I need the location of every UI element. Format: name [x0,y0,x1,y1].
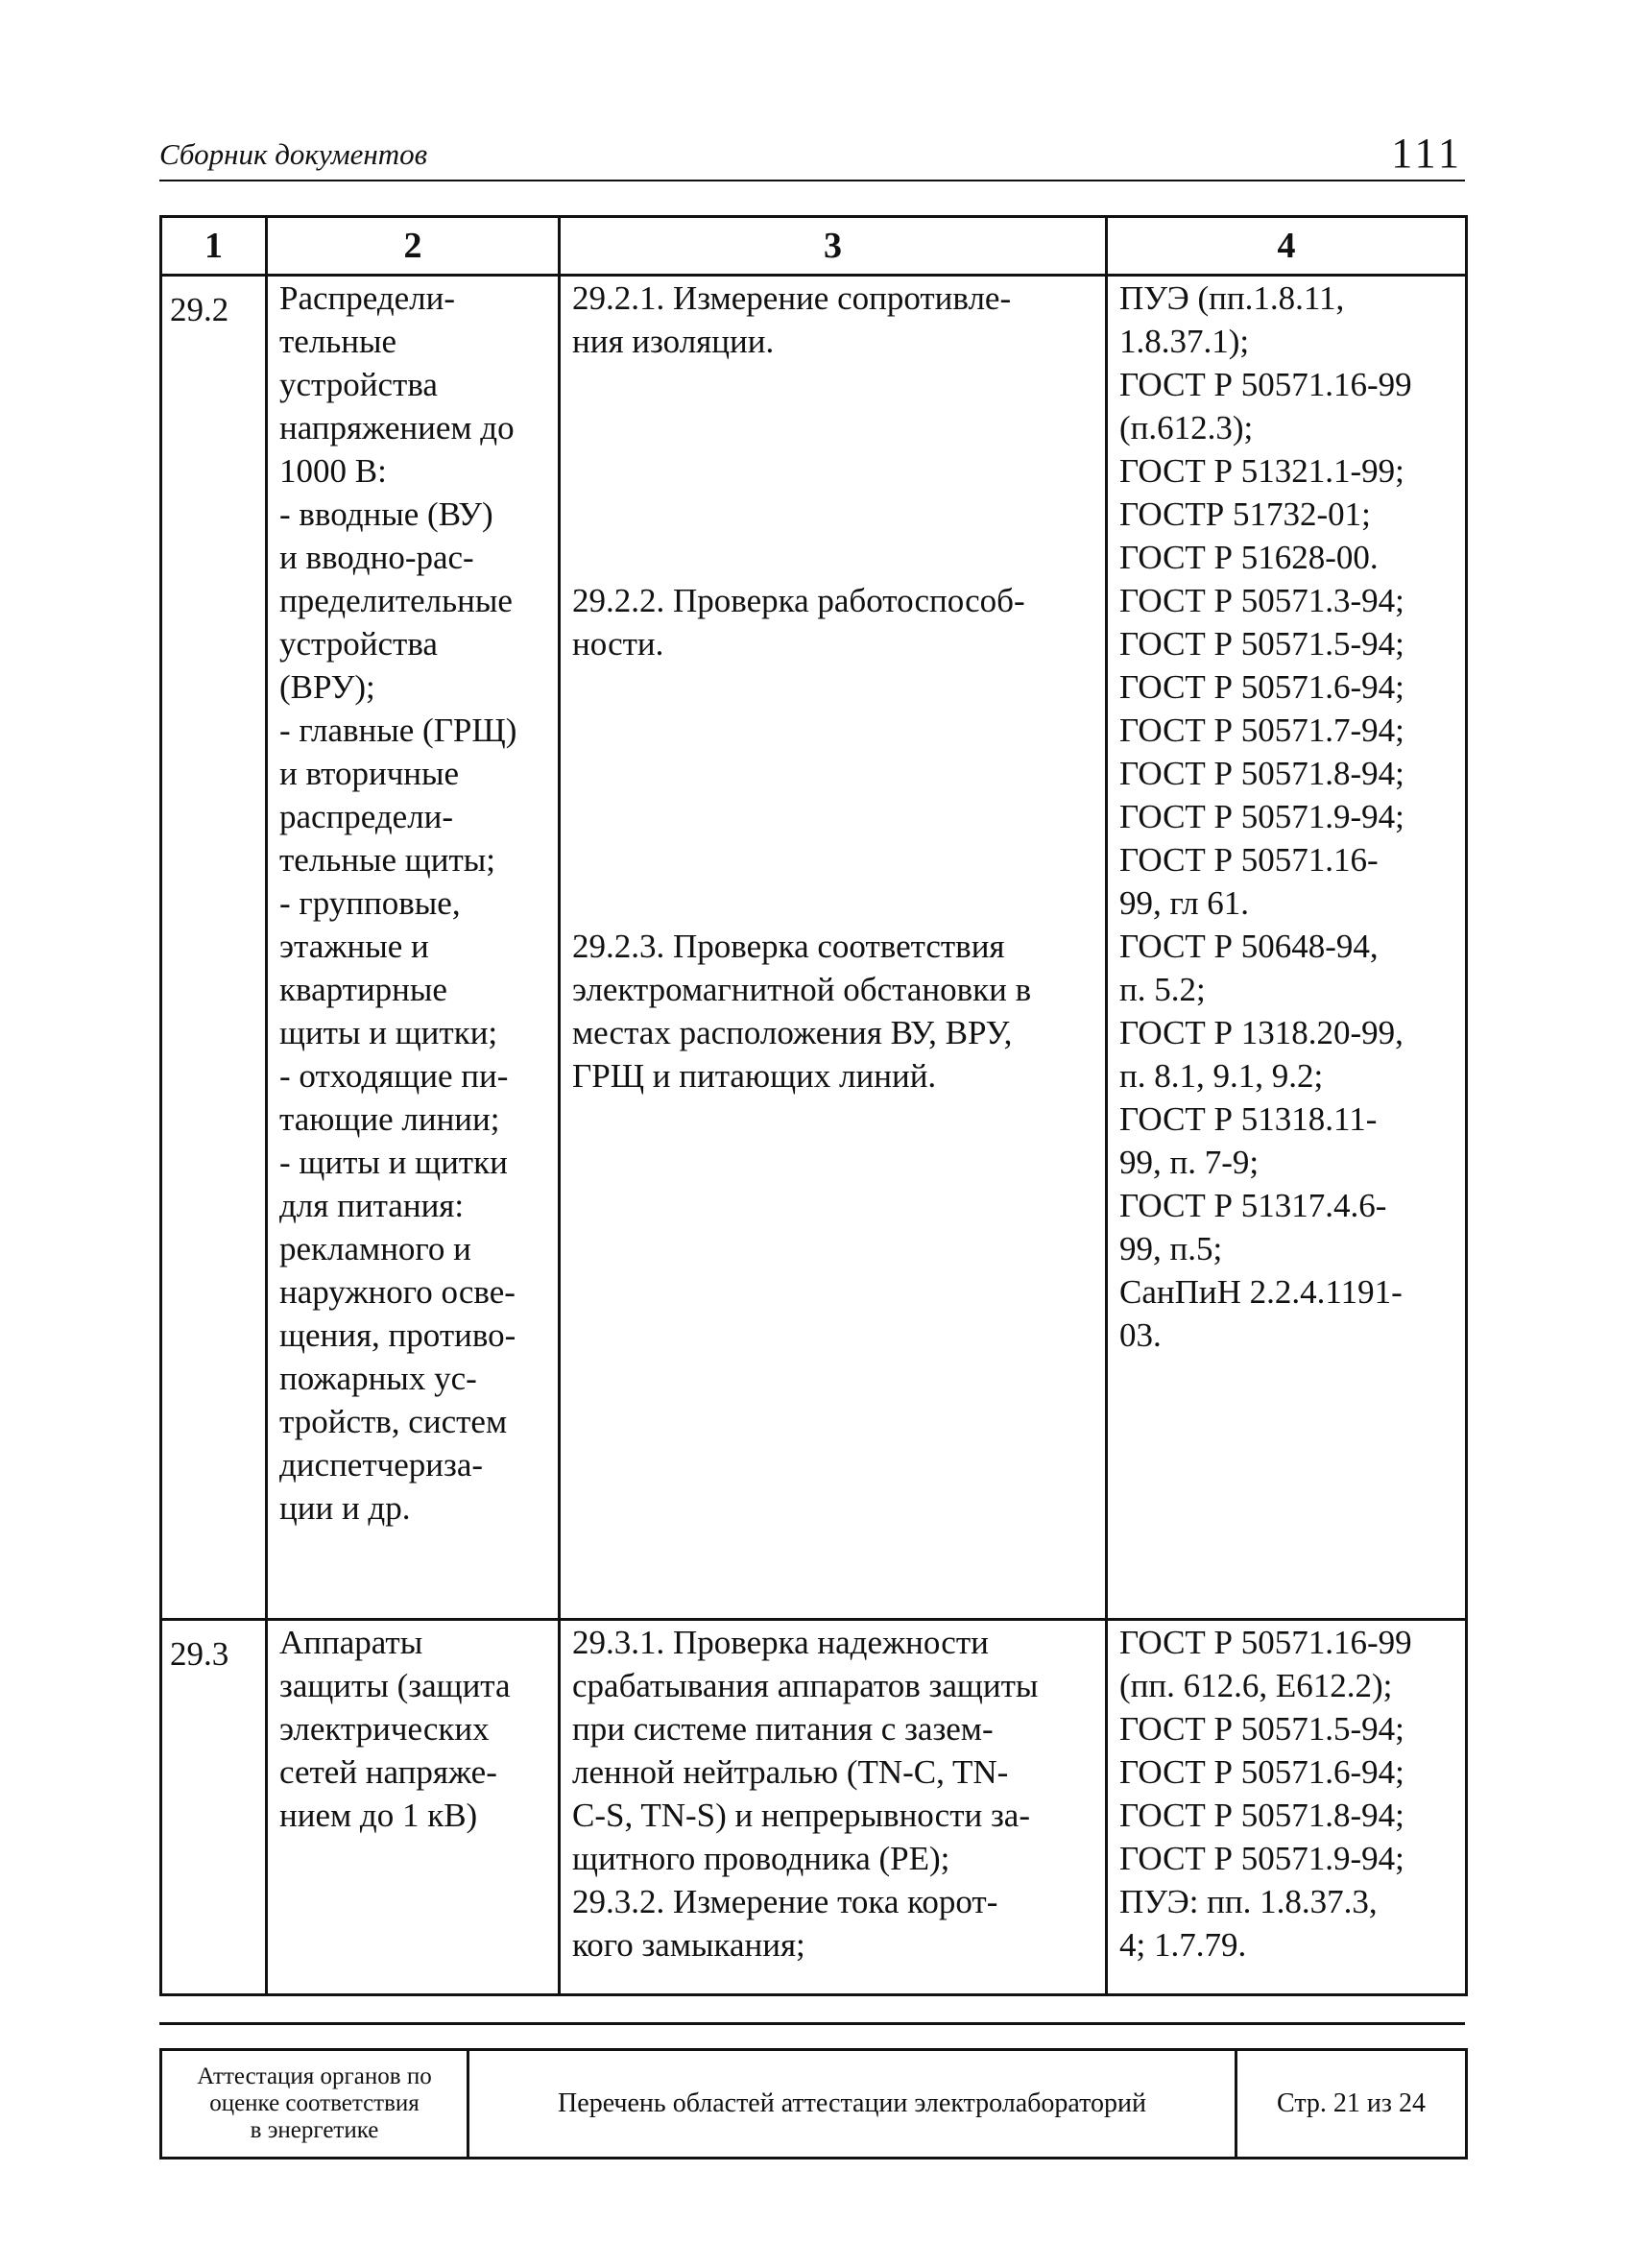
cell-text-line: ГОСТР 51732-01; [1119,495,1371,533]
cell-text-line: - отходящие пи- [279,1057,509,1095]
cell-text-line: 99, п.5; [1119,1230,1223,1267]
cell-text-line [572,709,1093,752]
cell-text-line: срабатывания аппаратов защиты [572,1667,1039,1704]
cell-text-line: ГОСТ Р 1318.20-99, [1119,1014,1404,1051]
table-row [161,276,1467,1620]
cell-text-line [572,665,1093,709]
cell-text-line: рекламного и [279,1230,471,1267]
cell-text-line: ГОСТ Р 50571.9-94; [1119,798,1404,835]
cell-text-line: кого замыкания; [572,1926,805,1964]
cell-text-line [572,536,1093,579]
cell-text-line: ГРЩ и питающих линий. [572,1057,937,1095]
cell-text-line: 99, п. 7-9; [1119,1144,1260,1181]
cell-text-line: (п.612.3); [1119,409,1254,446]
cell-text-line [572,363,1093,406]
row-number-cell [161,1620,267,1995]
table-header-row [161,217,1467,276]
cell-text-line: тельные щиты; [279,841,496,879]
cell-text-line: 03. [1119,1316,1162,1354]
cell-text-line: п. 8.1, 9.1, 9.2; [1119,1057,1324,1095]
cell-text-line: тельные [279,323,397,360]
cell-text-line: 4; 1.7.79. [1119,1926,1247,1964]
cell-text-line: ГОСТ Р 50571.6-94; [1119,668,1404,706]
cell-text-line [572,838,1093,881]
cell-text-line: напряжением до [279,409,515,446]
cell-text-line: для питания: [279,1187,465,1224]
test-cell [560,276,1107,1620]
cell-text-line: ГОСТ Р 51317.4.6- [1119,1187,1387,1224]
column-header-2: 2 [267,217,560,276]
footer-org-line: оценке соответствия [209,2090,420,2116]
cell-text-line: ГОСТ Р 51318.11- [1119,1100,1378,1138]
cell-text-line: устройства [279,366,438,403]
footer-org-cell [161,2050,468,2159]
page-number: 111 [1391,130,1463,177]
cell-text-line [572,881,1093,925]
cell-text-line: сетей напряже- [279,1753,497,1791]
cell-text-line: ПУЭ (пп.1.8.11, [1119,279,1345,317]
cell-text-line: ГОСТ Р 50571.8-94; [1119,755,1404,792]
cell-text-line: тающие линии; [279,1100,500,1138]
cell-text-line: пределительные [279,582,513,619]
footer-table [159,2048,1468,2159]
cell-text-line: ГОСТ Р 50571.7-94; [1119,712,1404,749]
cell-text-line: ГОСТ Р 50571.5-94; [1119,1710,1404,1748]
cell-text-line: ности. [572,625,664,663]
cell-text-line: 29.3.2. Измерение тока корот- [572,1883,998,1920]
cell-text-line: 29.2.2. Проверка работоспособ- [572,582,1025,619]
cell-text-line: щитного проводника (PE); [572,1840,950,1877]
cell-text-line [572,449,1093,493]
cell-text-line: ГОСТ Р 50571.16- [1119,841,1379,879]
column-header-1: 1 [161,217,267,276]
cell-text-line: электрических [279,1710,490,1748]
cell-text-line: C-S, TN-S) и непрерывности за- [572,1797,1030,1834]
cell-text-line: 29.3.1. Проверка надежности [572,1624,989,1661]
cell-text-line: ГОСТ Р 50571.3-94; [1119,582,1404,619]
cell-text-line: устройства [279,625,438,663]
cell-text-line: ГОСТ Р 50571.8-94; [1119,1797,1404,1834]
cell-text-line: ния изоляции. [572,323,775,360]
cell-text-line: - вводные (ВУ) [279,495,493,533]
cell-text-line: при системе питания с зазем- [572,1710,994,1748]
cell-text-line: диспетчериза- [279,1446,484,1484]
attestation-table [159,215,1468,1996]
cell-text-line: - главные (ГРЩ) [279,712,517,749]
cell-text-line: тройств, систем [279,1403,508,1440]
footer-page: Стр. 21 из 24 [1236,2050,1467,2159]
normative-cell [1107,276,1467,1620]
cell-text-line: 29.2.3. Проверка соответствия [572,928,1005,965]
cell-text-line: квартирные [279,971,447,1008]
cell-text-line [572,795,1093,838]
cell-text-line: ПУЭ: пп. 1.8.37.3, [1119,1883,1378,1920]
cell-text-line: п. 5.2; [1119,971,1206,1008]
column-header-4: 4 [1107,217,1467,276]
cell-text-line: 1000 В: [279,452,387,490]
cell-text-line: и вводно-рас- [279,539,474,576]
cell-text-line: ГОСТ Р 50571.9-94; [1119,1840,1404,1877]
cell-text-line: ГОСТ Р 50571.16-99 [1119,366,1412,403]
cell-text-line: ГОСТ Р 51628-00. [1119,539,1379,576]
cell-text-line: защиты (защита [279,1667,511,1704]
cell-text-line: ции и др. [279,1489,411,1527]
object-cell [267,276,560,1620]
cell-text-line: и вторичные [279,755,460,792]
cell-text-line: этажные и [279,928,429,965]
normative-cell [1107,1620,1467,1995]
row-number-cell [161,276,267,1620]
cell-text-line: местах расположения ВУ, ВРУ, [572,1014,1013,1051]
cell-text-line: щиты и щитки; [279,1014,498,1051]
footer-org-line: в энергетике [250,2117,379,2143]
cell-text-line: - групповые, [279,884,461,922]
object-cell [267,1620,560,1995]
cell-text-line: ленной нейтралью (TN-C, TN- [572,1753,1009,1791]
cell-text-line: наружного осве- [279,1273,516,1311]
cell-text-line: ГОСТ Р 50571.5-94; [1119,625,1404,663]
cell-text-line [572,752,1093,795]
cell-text-line: Аппараты [279,1624,423,1661]
test-cell [560,1620,1107,1995]
cell-text-line: пожарных ус- [279,1360,477,1397]
cell-text-line: ГОСТ Р 50571.16-99 [1119,1624,1412,1661]
cell-text-line: распредели- [279,798,454,835]
cell-text-line: (ВРУ); [279,668,375,706]
cell-text-line: СанПиН 2.2.4.1191- [1119,1273,1403,1311]
cell-text-line: (пп. 612.6, Е612.2); [1119,1667,1393,1704]
cell-text-line: ГОСТ Р 50648-94, [1119,928,1379,965]
footer-org-line: Аттестация органов по [197,2063,432,2089]
cell-text-line [572,493,1093,536]
cell-text-line: щения, противо- [279,1316,516,1354]
page-header [159,130,1465,181]
footer-title: Перечень областей аттестации электролабораторий [468,2050,1236,2159]
cell-text-line: 99, гл 61. [1119,884,1250,922]
cell-text-line: нием до 1 кВ) [279,1797,478,1834]
cell-text-line: - щиты и щитки [279,1144,508,1181]
cell-text-line: ГОСТ Р 51321.1-99; [1119,452,1404,490]
row-number: 29.3 [170,1635,229,1673]
header-title: Сборник документов [159,137,428,171]
cell-text-line: электромагнитной обстановки в [572,971,1032,1008]
cell-text-line [572,406,1093,449]
footer-divider [159,2022,1465,2025]
column-header-3: 3 [560,217,1107,276]
cell-text-line: Распредели- [279,279,456,317]
cell-text-line: 29.2.1. Измерение сопротивле- [572,279,1012,317]
cell-text-line: 1.8.37.1); [1119,323,1250,360]
row-number: 29.2 [170,291,229,328]
cell-text-line: ГОСТ Р 50571.6-94; [1119,1753,1404,1791]
table-row [161,1620,1467,1995]
